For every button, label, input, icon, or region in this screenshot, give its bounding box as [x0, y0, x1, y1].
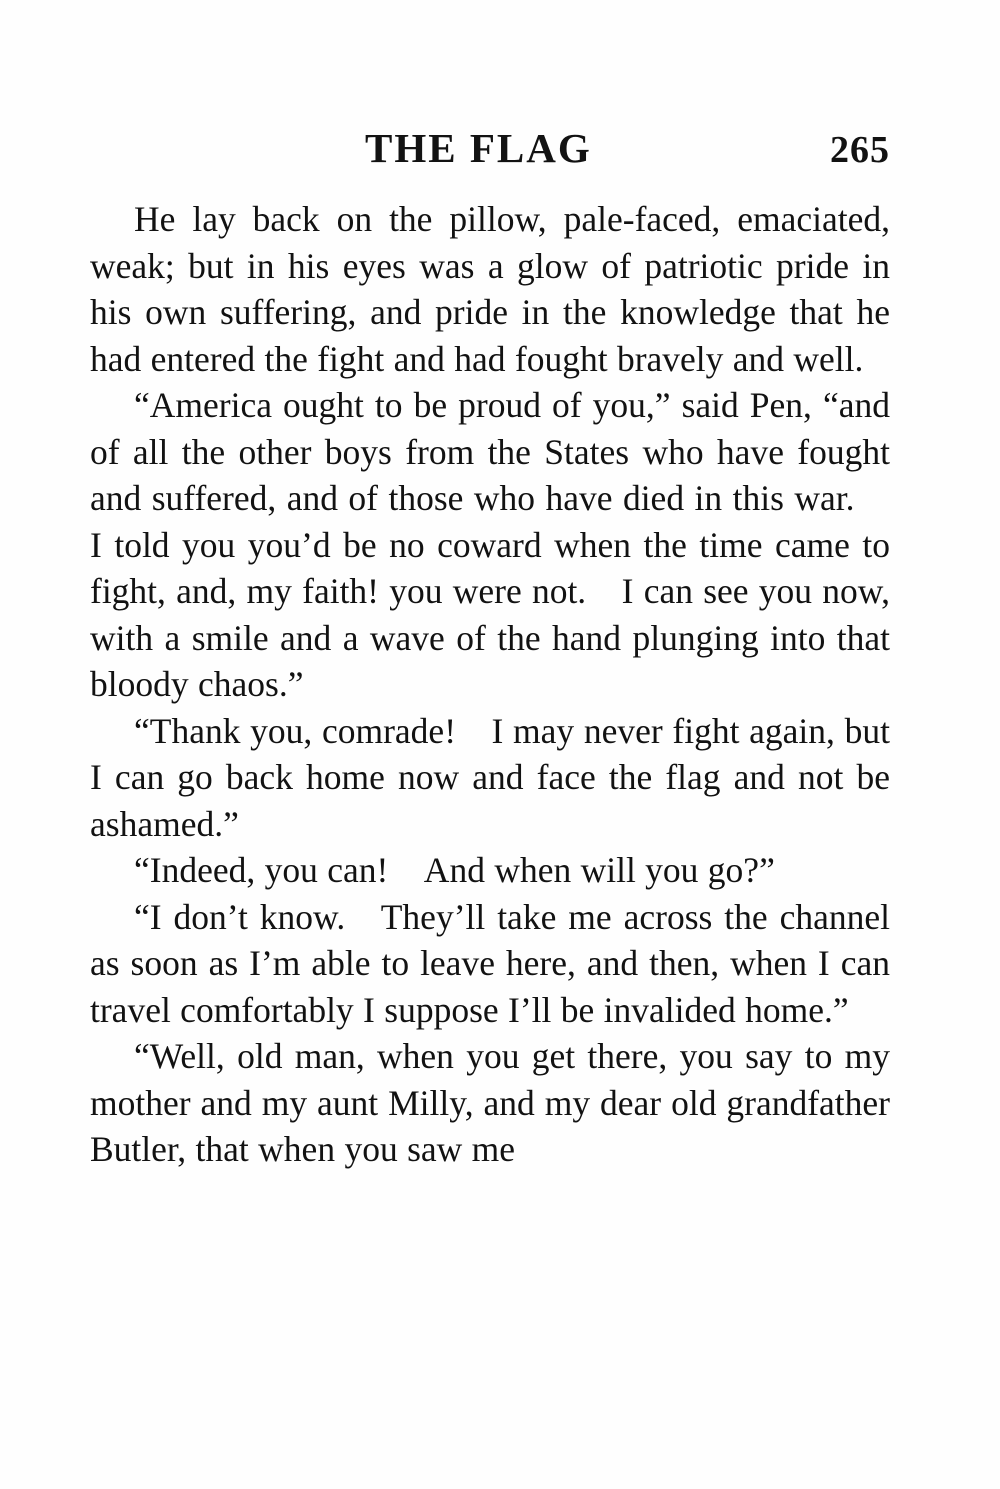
paragraph: “Well, old man, when you get there, you say to my mother and my aunt Milly, and my dear old grandfather Butler, that when you saw me [90, 1036, 890, 1169]
running-title: THE FLAG [365, 125, 592, 171]
page-header [90, 124, 890, 176]
paragraph: “Indeed, you can! And when will you go?” [134, 850, 775, 890]
paragraph: He lay back on the pillow, pale-faced, emaciated, weak; but in his eyes was a glow of patriotic pride in his own suffering, and pride in the knowledge that he had entered the fight and had fought bravely and well. [90, 199, 890, 379]
page-body [90, 196, 890, 1173]
paragraph: “America ought to be proud of you,” said Pen, “and of all the other boys from the States who have fought and suffered, and of those who have died in this war. I told you you’d be no coward when the time came to fight, and, my faith! you were not. I can see you now, with a smile and a wave of the hand plunging into that bloody chaos.” [90, 385, 890, 704]
paragraph: “Thank you, comrade! I may never fight again, but I can go back home now and face the flag and not be ashamed.” [90, 710, 890, 844]
paragraph: “I don’t know. They’ll take me across the channel as soon as I’m able to leave here, and then, when I can travel comfortably I suppose I’ll be invalided home.” [90, 896, 890, 1030]
page-number: 265 [830, 129, 890, 171]
